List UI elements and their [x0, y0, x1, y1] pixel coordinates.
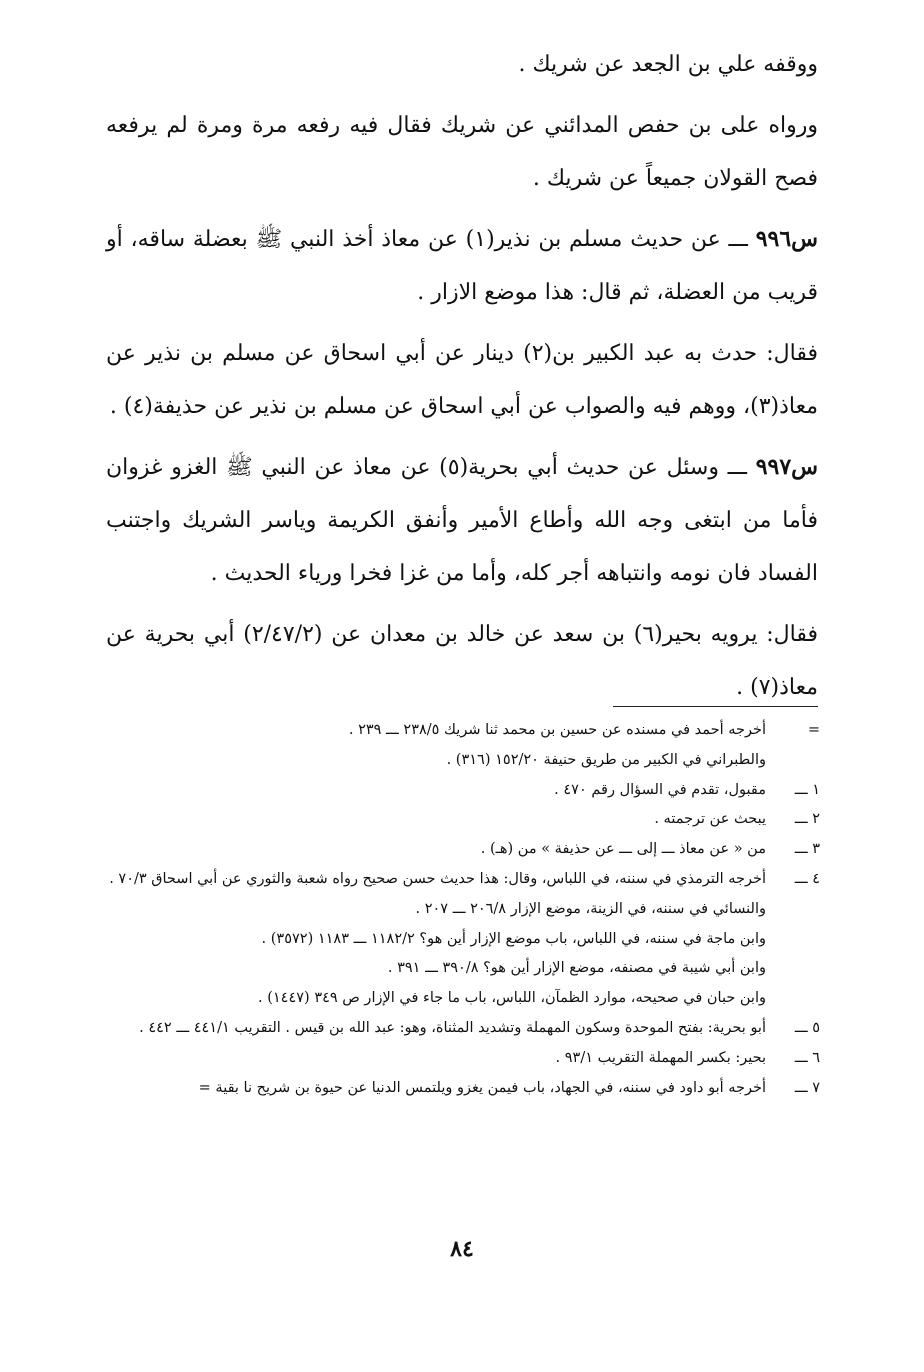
footnote — [104, 805, 820, 835]
footnote-text: بحير: بكسر المهملة التقريب ٩٣/١ . — [555, 1049, 766, 1066]
page-number: ٨٤ — [450, 1236, 474, 1262]
footnote-divider — [613, 706, 818, 707]
main-text — [106, 38, 818, 722]
footnote — [104, 925, 820, 955]
footnote — [104, 776, 820, 806]
footnote-mark: ٥ ـــ — [794, 1019, 820, 1036]
footnote-text: أخرجه أبو داود في سننه، في الجهاد، باب فيمن يغزو ويلتمس الدنيا عن حيوة بن شريح نا بقية = — [198, 1079, 766, 1096]
paragraph — [106, 99, 818, 205]
question-number: س٩٩٧ — [755, 454, 818, 480]
footnote-mark: ٢ ـــ — [794, 811, 820, 828]
footnote-text: من « عن معاذ ـــ إلى ـــ عن حذيفة » من (هـ) . — [480, 841, 766, 858]
paragraph — [106, 608, 818, 714]
footnote-text: أبو بحرية: بفتح الموحدة وسكون المهملة وتشديد المثناة، وهو: عبد الله بن قيس . التقريب ٤٤١/١ ـــ ٤٤٢ . — [139, 1019, 766, 1036]
footnote — [104, 1044, 820, 1074]
footnote-text: وابن ماجة في سننه، في اللباس، باب موضع الإزار أين هو؟ ١١٨٢/٢ ـــ ١١٨٣ (٣٥٧٢) . — [261, 930, 766, 947]
footnote — [104, 746, 820, 776]
paragraph-text: ووقفه علي بن الجعد عن شريك . — [518, 52, 818, 77]
footnote — [104, 895, 820, 925]
footnote-mark: = — [807, 722, 820, 738]
footnote — [104, 865, 820, 895]
paragraph — [106, 213, 818, 319]
paragraph — [106, 38, 818, 91]
paragraph — [106, 327, 818, 433]
footnote — [104, 1074, 820, 1104]
footnote — [104, 954, 820, 984]
paragraph-text: ورواه على بن حفص المدائني عن شريك فقال فيه رفعه مرة ومرة لم يرفعه فصح القولان جميعاً عن شريك . — [106, 113, 818, 191]
footnote-text: وابن أبي شيبة في مصنفه، موضع الإزار أين هو؟ ٣٩٠/٨ ـــ ٣٩١ . — [387, 960, 766, 977]
footnote-mark: ٤ ـــ — [794, 870, 820, 887]
footnote-text: والنسائي في سننه، في الزينة، موضع الإزار ٢٠٦/٨ ـــ ٢٠٧ . — [415, 900, 766, 917]
question-number: س٩٩٦ — [755, 226, 818, 252]
footnotes — [104, 716, 820, 1103]
footnote-mark: ٧ ـــ — [794, 1079, 820, 1096]
footnote — [104, 835, 820, 865]
footnote — [104, 984, 820, 1014]
footnote — [104, 716, 820, 746]
footnote-text: مقبول، تقدم في السؤال رقم ٤٧٠ . — [554, 781, 766, 798]
footnote-text: والطبراني في الكبير من طريق حنيفة ١٥٢/٢٠ (٣١٦) . — [446, 751, 766, 768]
footnote-text: أخرجه الترمذي في سننه، في اللباس، وقال: هذا حديث حسن صحيح رواه شعبة والثوري عن أبي اسحاق ٧٠/٣ . — [109, 870, 766, 887]
paragraph — [106, 441, 818, 600]
footnote-mark: ٣ ـــ — [794, 841, 820, 858]
footnote-mark: ٦ ـــ — [794, 1049, 820, 1066]
footnote-text: وابن حبان في صحيحه، موارد الظمآن، اللباس، باب ما جاء في الإزار ص ٣٤٩ (١٤٤٧) . — [257, 990, 766, 1007]
paragraph-text: فقال: حدث به عبد الكبير بن(٢) دينار عن أبي اسحاق عن مسلم بن نذير عن معاذ(٣)، ووهم فيه والصواب عن أبي اسحاق عن مسلم بن نذير عن حذيفة(٤) . — [106, 341, 818, 419]
paragraph-text: ـــ وسئل عن حديث أبي بحرية(٥) عن معاذ عن النبي ﷺ الغزو غزوان فأما من ابتغى وجه الله وأطاع الأمير وأنفق الكريمة وياسر الشريك واجتنب الفساد فان نومه وانتباهه أجر كله، وأما من غزا فخرا ورياء الحديث . — [106, 455, 818, 586]
footnote-text: أخرجه أحمد في مسنده عن حسين بن محمد ثنا شريك ٢٣٨/٥ ـــ ٢٣٩ . — [348, 722, 766, 738]
paragraph-text: فقال: يرويه بحير(٦) بن سعد عن خالد بن معدان عن (٢/٤٧/٢) أبي بحرية عن معاذ(٧) . — [106, 622, 818, 700]
footnote-mark: ١ ـــ — [794, 781, 820, 798]
footnote — [104, 1014, 820, 1044]
footnote-text: يبحث عن ترجمته . — [654, 811, 766, 828]
paragraph-text: ـــ عن حديث مسلم بن نذير(١) عن معاذ أخذ النبي ﷺ بعضلة ساقه، أو قريب من العضلة، ثم قال: هذا موضع الازار . — [106, 227, 818, 305]
